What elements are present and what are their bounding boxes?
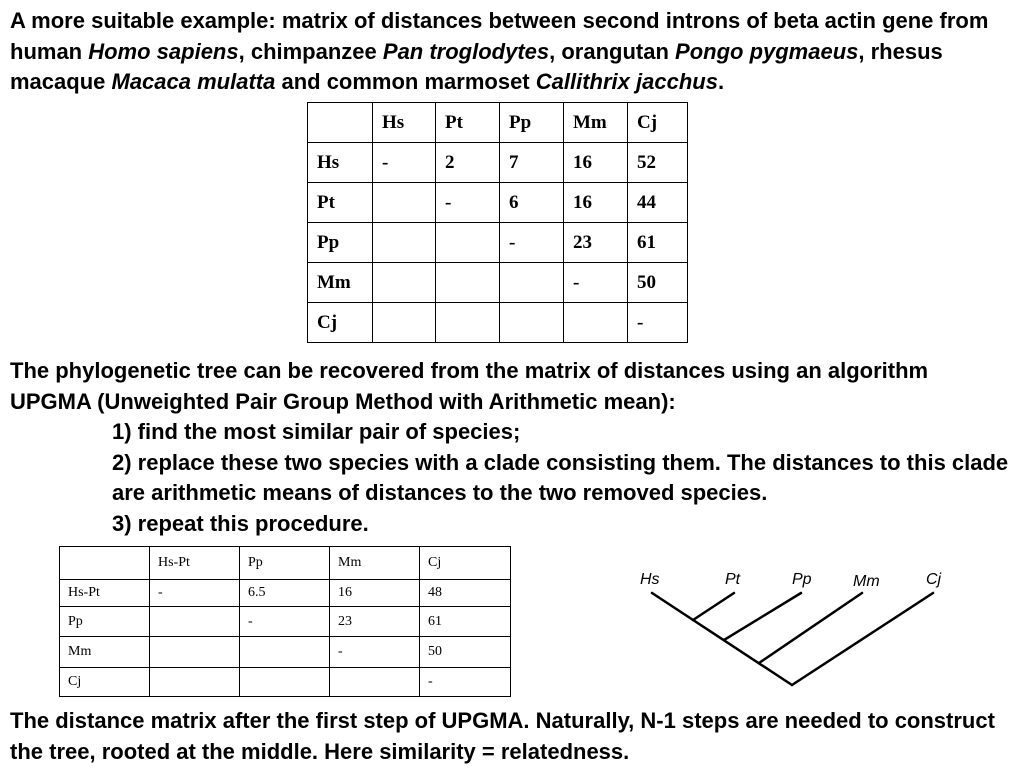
- table-header-cell: Cj: [420, 547, 511, 580]
- tree-label-pt: Pt: [725, 571, 741, 588]
- table-row: [308, 143, 688, 183]
- upgma-step-1: 1) find the most similar pair of species;: [112, 419, 521, 444]
- table-cell: -: [240, 607, 330, 637]
- table-header-cell: Pp: [500, 103, 564, 143]
- table-cell: 7: [500, 143, 564, 183]
- table-header-row: [60, 547, 511, 580]
- table-row-header: Pt: [308, 183, 373, 223]
- table-row-header: Cj: [308, 303, 373, 343]
- table-cell: 23: [330, 607, 420, 637]
- table-header-cell: [60, 547, 150, 580]
- table-header-row: [308, 103, 688, 143]
- table-header-cell: Cj: [628, 103, 688, 143]
- table-cell: 6.5: [240, 580, 330, 607]
- intro-paragraph: [10, 6, 1015, 98]
- table-cell: 48: [420, 580, 511, 607]
- table-cell: 50: [420, 637, 511, 668]
- table-row: [60, 607, 511, 637]
- table-header-cell: Mm: [330, 547, 420, 580]
- table-row: [308, 183, 688, 223]
- intro-text-4: , rhesus macaque: [10, 38, 943, 94]
- tree-branch-hs: [652, 593, 792, 685]
- table-cell: 16: [564, 143, 628, 183]
- table-row-header: Pp: [308, 223, 373, 263]
- table-row-header: Pp: [60, 607, 150, 637]
- tree-branch-cj: [792, 593, 933, 685]
- table-cell: -: [564, 263, 628, 303]
- table-cell: 50: [628, 263, 688, 303]
- table-cell: -: [500, 223, 564, 263]
- table-row-header: Hs: [308, 143, 373, 183]
- species-pongo-pygmaeus: Pongo pygmaeus: [675, 38, 859, 64]
- table-header-cell: Hs-Pt: [150, 547, 240, 580]
- table-cell: [564, 303, 628, 343]
- table-cell: 16: [564, 183, 628, 223]
- table-cell: -: [373, 143, 436, 183]
- table-cell: [330, 668, 420, 697]
- table-cell: [436, 263, 500, 303]
- species-homo-sapiens: Homo sapiens: [88, 38, 239, 64]
- table-row-header: Mm: [308, 263, 373, 303]
- table-row: [308, 263, 688, 303]
- table-row: [60, 637, 511, 668]
- conclusion-paragraph: The distance matrix after the first step of UPGMA. Naturally, N-1 steps are needed to construct the tree, rooted at the middle. Here similarity = relatedness.: [10, 708, 995, 764]
- table-cell: 52: [628, 143, 688, 183]
- upgma-description: [10, 356, 1015, 539]
- table-cell: 6: [500, 183, 564, 223]
- table-row-header: Cj: [60, 668, 150, 697]
- tree-branch-pp: [724, 593, 801, 640]
- phylogenetic-tree-diagram: [630, 560, 970, 695]
- table-row: [60, 580, 511, 607]
- table-cell: -: [436, 183, 500, 223]
- table-cell: 61: [420, 607, 511, 637]
- species-pan-troglodytes: Pan troglodytes: [382, 38, 550, 64]
- table-header-cell: [308, 103, 373, 143]
- table-header-cell: Mm: [564, 103, 628, 143]
- tree-branch-pt: [693, 593, 734, 620]
- table-cell: 44: [628, 183, 688, 223]
- upgma-intro: The phylogenetic tree can be recovered from the matrix of distances using an algorithm UPGMA (Unweighted Pair Group Method with Arithmetic mean):: [10, 358, 929, 414]
- table-cell: 16: [330, 580, 420, 607]
- table-row: [308, 223, 688, 263]
- tree-label-hs: Hs: [640, 571, 660, 588]
- table-cell: 61: [628, 223, 688, 263]
- reduced-distance-matrix-table: [59, 546, 511, 697]
- distance-matrix-table: [307, 102, 688, 343]
- table-cell: [500, 303, 564, 343]
- table-row: [60, 668, 511, 697]
- table-cell: [150, 668, 240, 697]
- table-cell: [373, 263, 436, 303]
- table-cell: -: [330, 637, 420, 668]
- table-header-cell: Hs: [373, 103, 436, 143]
- table-cell: [500, 263, 564, 303]
- intro-text-5: and common marmoset: [275, 69, 536, 94]
- intro-text-3: , orangutan: [549, 38, 676, 64]
- table-row-header: Hs-Pt: [60, 580, 150, 607]
- table-cell: 23: [564, 223, 628, 263]
- table-cell: [436, 223, 500, 263]
- tree-branch-mm: [759, 593, 862, 663]
- table-header-cell: Pt: [436, 103, 500, 143]
- table-cell: -: [150, 580, 240, 607]
- table-cell: [436, 303, 500, 343]
- table-cell: [240, 668, 330, 697]
- table-row: [308, 303, 688, 343]
- upgma-step-3: 3) repeat this procedure.: [112, 510, 369, 536]
- intro-text-1: A more suitable example: matrix of distances between second introns of beta actin gene from human: [10, 8, 989, 64]
- table-cell: [150, 637, 240, 668]
- table-cell: -: [420, 668, 511, 697]
- tree-label-pp: Pp: [792, 571, 812, 588]
- species-callithrix-jacchus: Callithrix jacchus: [535, 69, 718, 94]
- upgma-step-2: 2) replace these two species with a clade consisting them. The distances to this clade are arithmetic means of distances to the two removed species.: [112, 449, 1009, 505]
- table-cell: [373, 223, 436, 263]
- table-cell: 2: [436, 143, 500, 183]
- species-macaca-mulatta: Macaca mulatta: [111, 69, 276, 94]
- intro-text-6: .: [717, 69, 725, 94]
- table-header-cell: Pp: [240, 547, 330, 580]
- table-row-header: Mm: [60, 637, 150, 668]
- table-cell: [373, 303, 436, 343]
- intro-text-2: , chimpanzee: [238, 38, 383, 64]
- tree-label-cj: Cj: [926, 571, 942, 588]
- table-cell: [150, 607, 240, 637]
- tree-label-mm: Mm: [853, 573, 880, 590]
- table-cell: [373, 183, 436, 223]
- table-cell: -: [628, 303, 688, 343]
- table-cell: [240, 637, 330, 668]
